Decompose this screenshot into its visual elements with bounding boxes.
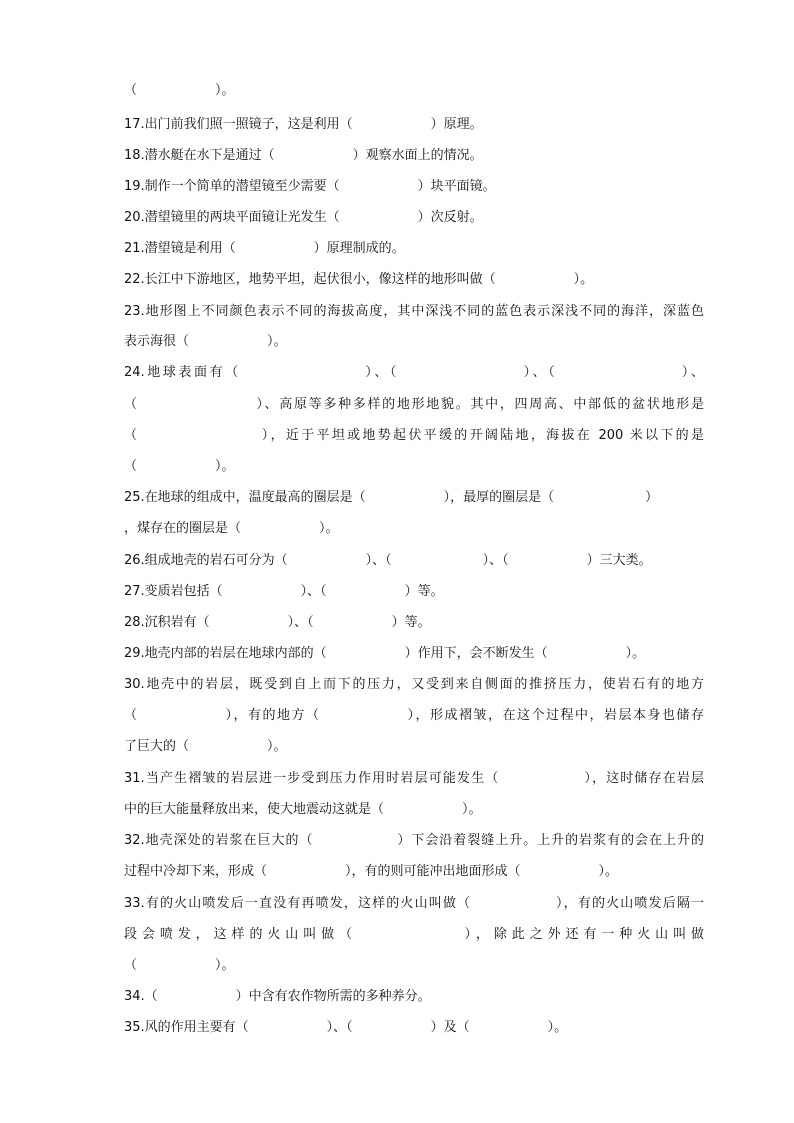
question-line: 表示海很（ ）。 bbox=[124, 334, 287, 349]
question-line: （ ）、高原等多种多样的地形地貌。其中，四周高、中部低的盆状地形是 bbox=[124, 397, 704, 412]
question-line: 34.（ ）中含有农作物所需的多种养分。 bbox=[124, 989, 431, 1004]
question-line: 21.潜望镜是利用（ ）原理制成的。 bbox=[124, 241, 405, 256]
question-line: 20.潜望镜里的两块平面镜让光发生（ ）次反射。 bbox=[124, 210, 483, 225]
question-line: （ ）。 bbox=[124, 83, 235, 98]
question-line: 中的巨大能量释放出来，使大地震动这就是（ ）。 bbox=[124, 802, 482, 817]
question-line: 23.地形图上不同颜色表示不同的海拔高度，其中深浅不同的蓝色表示深浅不同的海洋，深蓝色 bbox=[124, 304, 704, 319]
question-line: 31.当产生褶皱的岩层进一步受到压力作用时岩层可能发生（ ），这时储存在岩层 bbox=[124, 771, 704, 786]
question-line: 25.在地球的组成中，温度最高的圈层是（ ），最厚的圈层是（ ） bbox=[124, 490, 659, 505]
question-line: 26.组成地壳的岩石可分为（ ）、（ ）、（ ）三大类。 bbox=[124, 553, 652, 568]
question-line: 32.地壳深处的岩浆在巨大的（ ）下会沿着裂缝上升。上升的岩浆有的会在上升的 bbox=[124, 833, 704, 848]
question-line: 29.地壳内部的岩层在地球内部的（ ）作用下，会不断发生（ ）。 bbox=[124, 646, 646, 661]
question-line: 过程中冷却下来，形成（ ），有的则可能冲出地面形成（ ）。 bbox=[124, 864, 619, 879]
question-line: 28.沉积岩有（ ）、（ ）等。 bbox=[124, 615, 431, 630]
question-line: 17.出门前我们照一照镜子，这是利用（ ）原理。 bbox=[124, 117, 483, 132]
question-line: 段会喷发，这样的火山叫做（ ），除此之外还有一种火山叫做 bbox=[124, 927, 704, 942]
question-line: 35.风的作用主要有（ ）、（ ）及（ ）。 bbox=[124, 1020, 568, 1035]
question-line: 19.制作一个简单的潜望镜至少需要（ ）块平面镜。 bbox=[124, 179, 496, 194]
question-line: 30.地壳中的岩层，既受到自上而下的压力，又受到来自侧面的推挤压力，使岩石有的地方 bbox=[124, 677, 704, 692]
question-line: 了巨大的（ ）。 bbox=[124, 739, 287, 754]
question-line: （ ），有的地方（ ），形成褶皱，在这个过程中，岩层本身也储存 bbox=[124, 708, 704, 723]
question-line: 33.有的火山喷发后一直没有再喷发，这样的火山叫做（ ），有的火山喷发后隔一 bbox=[124, 896, 704, 911]
question-line: 27.变质岩包括（ ）、（ ）等。 bbox=[124, 584, 444, 599]
question-line: ，煤存在的圈层是（ ）。 bbox=[124, 521, 339, 536]
question-line: （ ）。 bbox=[124, 459, 235, 474]
question-line: 18.潜水艇在水下是通过（ ）观察水面上的情况。 bbox=[124, 148, 483, 163]
question-line: 22.长江中下游地区，地势平坦，起伏很小，像这样的地形叫做（ ）。 bbox=[124, 272, 594, 287]
question-line: （ ）。 bbox=[124, 958, 235, 973]
question-line: 24.地球表面有（ ）、（ ）、（ ）、 bbox=[124, 365, 704, 380]
question-line: （ ），近于平坦或地势起伏平缓的开阔陆地，海拔在 200 米以下的是 bbox=[124, 428, 704, 443]
